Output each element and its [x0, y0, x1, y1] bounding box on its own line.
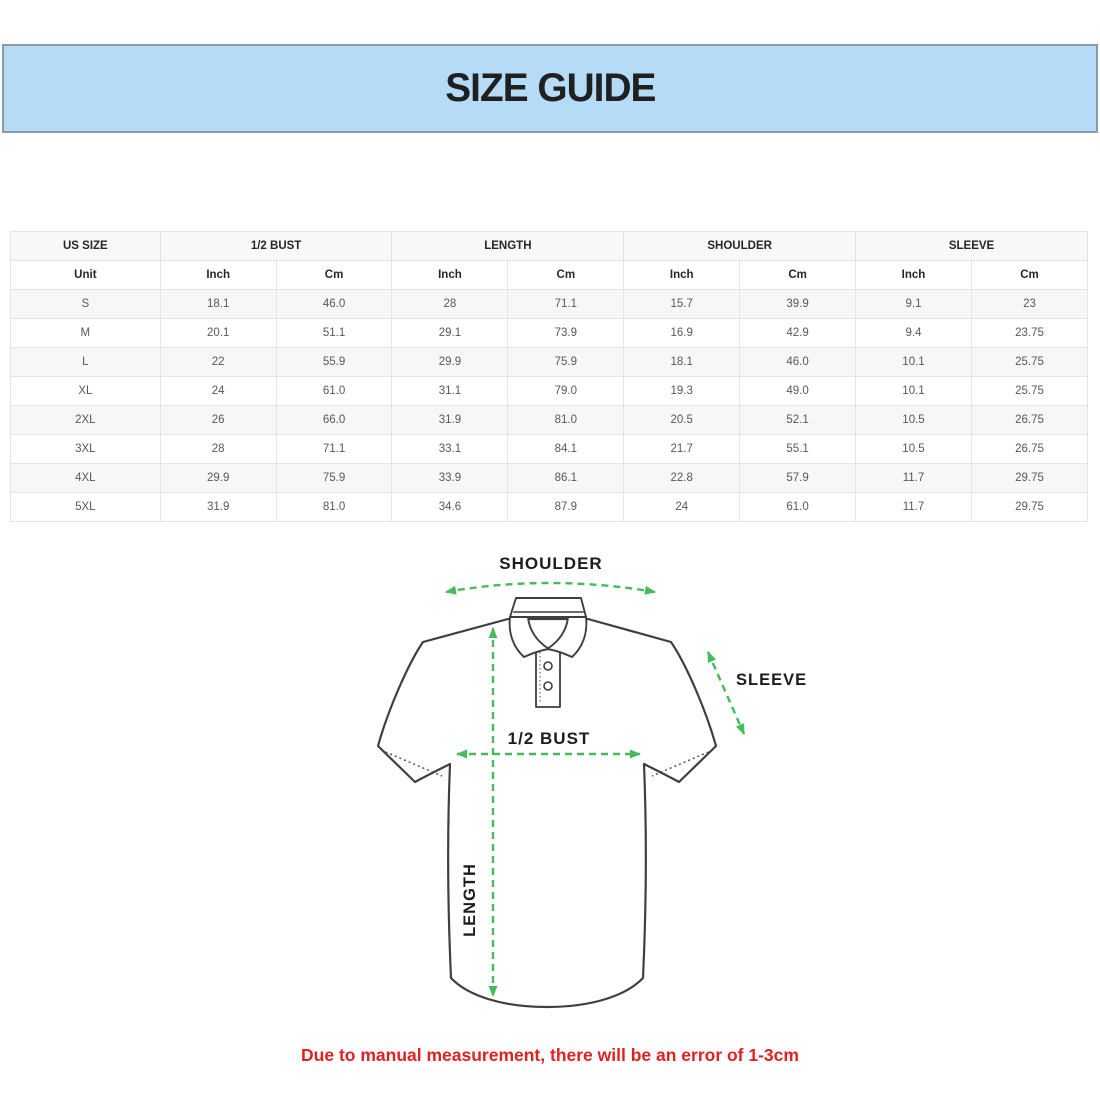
size-guide-banner [2, 44, 1098, 133]
measurement-value: 11.7 [856, 493, 972, 522]
page-title: SIZE GUIDE [444, 66, 656, 110]
measurement-value: 81.0 [508, 406, 624, 435]
measurement-value: 18.1 [624, 348, 740, 377]
measurement-value: 29.75 [971, 464, 1087, 493]
measurement-value: 24 [160, 377, 276, 406]
bust-label: 1/2 BUST [507, 729, 591, 748]
measurement-value: 81.0 [276, 493, 392, 522]
measurement-value: 26 [160, 406, 276, 435]
measurement-value: 71.1 [508, 290, 624, 319]
unit-cm-2: Cm [276, 261, 392, 290]
size-row-s [11, 290, 1088, 319]
shirt-measurement-diagram [368, 548, 823, 1023]
measurement-value: 33.1 [392, 435, 508, 464]
measurement-value: 22.8 [624, 464, 740, 493]
measurement-value: 75.9 [276, 464, 392, 493]
measurement-value: 16.9 [624, 319, 740, 348]
measurement-value: 28 [160, 435, 276, 464]
measurement-value: 29.9 [160, 464, 276, 493]
measurement-value: 52.1 [740, 406, 856, 435]
measurement-value: 10.5 [856, 406, 972, 435]
measurement-value: 26.75 [971, 406, 1087, 435]
measurement-value: 61.0 [276, 377, 392, 406]
size-label: 5XL [11, 493, 161, 522]
measurement-value: 31.9 [392, 406, 508, 435]
sleeve-arrow [708, 652, 744, 734]
size-row-l [11, 348, 1088, 377]
measurement-value: 10.1 [856, 377, 972, 406]
measurement-value: 55.1 [740, 435, 856, 464]
measurement-value: 25.75 [971, 348, 1087, 377]
col-group-1-2-bust: 1/2 BUST [160, 232, 392, 261]
measurement-value: 55.9 [276, 348, 392, 377]
measurement-value: 24 [624, 493, 740, 522]
col-group-length: LENGTH [392, 232, 624, 261]
shoulder-arrow [446, 583, 655, 592]
measurement-value: 79.0 [508, 377, 624, 406]
measurement-value: 20.5 [624, 406, 740, 435]
unit-cm-8: Cm [971, 261, 1087, 290]
size-label: M [11, 319, 161, 348]
measurement-value: 51.1 [276, 319, 392, 348]
size-label: 2XL [11, 406, 161, 435]
size-label: L [11, 348, 161, 377]
measurement-disclaimer: Due to manual measurement, there will be an error of 1-3cm [301, 1045, 799, 1065]
table-body [11, 290, 1088, 522]
measurement-value: 86.1 [508, 464, 624, 493]
measurement-value: 29.1 [392, 319, 508, 348]
measurement-value: 39.9 [740, 290, 856, 319]
measurement-value: 84.1 [508, 435, 624, 464]
size-chart-table [10, 231, 1088, 522]
placket [536, 649, 560, 707]
size-row-3xl [11, 435, 1088, 464]
polo-shirt-drawing [378, 598, 716, 1007]
unit-inch-5: Inch [624, 261, 740, 290]
unit-inch-1: Inch [160, 261, 276, 290]
measurement-value: 29.9 [392, 348, 508, 377]
measurement-value: 11.7 [856, 464, 972, 493]
size-row-2xl [11, 406, 1088, 435]
size-label: S [11, 290, 161, 319]
measurement-value: 75.9 [508, 348, 624, 377]
collar-band [510, 598, 586, 617]
unit-cm-6: Cm [740, 261, 856, 290]
unit-inch-3: Inch [392, 261, 508, 290]
measurement-value: 21.7 [624, 435, 740, 464]
measurement-value: 22 [160, 348, 276, 377]
size-row-m [11, 319, 1088, 348]
size-row-4xl [11, 464, 1088, 493]
unit-inch-7: Inch [856, 261, 972, 290]
size-label: 3XL [11, 435, 161, 464]
measurement-value: 19.3 [624, 377, 740, 406]
col-group-shoulder: SHOULDER [624, 232, 856, 261]
table-unit-header-row [11, 261, 1088, 290]
measurement-value: 10.1 [856, 348, 972, 377]
measurement-value: 57.9 [740, 464, 856, 493]
sleeve-label: SLEEVE [736, 671, 808, 689]
measurement-value: 15.7 [624, 290, 740, 319]
measurement-value: 87.9 [508, 493, 624, 522]
measurement-value: 71.1 [276, 435, 392, 464]
measurement-value: 49.0 [740, 377, 856, 406]
measurement-value: 29.75 [971, 493, 1087, 522]
col-group-sleeve: SLEEVE [856, 232, 1088, 261]
unit-cm-4: Cm [508, 261, 624, 290]
shoulder-label: SHOULDER [499, 554, 603, 573]
measurement-value: 10.5 [856, 435, 972, 464]
size-label: 4XL [11, 464, 161, 493]
measurement-value: 26.75 [971, 435, 1087, 464]
measurement-value: 23.75 [971, 319, 1087, 348]
measurement-value: 18.1 [160, 290, 276, 319]
measurement-value: 9.4 [856, 319, 972, 348]
measurement-value: 20.1 [160, 319, 276, 348]
measurement-value: 73.9 [508, 319, 624, 348]
unit-header: Unit [11, 261, 161, 290]
col-group-us-size: US SIZE [11, 232, 161, 261]
measurement-value: 46.0 [276, 290, 392, 319]
measurement-value: 25.75 [971, 377, 1087, 406]
measurement-value: 9.1 [856, 290, 972, 319]
measurement-value: 23 [971, 290, 1087, 319]
measurement-value: 31.1 [392, 377, 508, 406]
measurement-value: 66.0 [276, 406, 392, 435]
measurement-value: 31.9 [160, 493, 276, 522]
size-row-5xl [11, 493, 1088, 522]
size-label: XL [11, 377, 161, 406]
length-label: LENGTH [461, 863, 479, 937]
measurement-value: 28 [392, 290, 508, 319]
table-group-header-row [11, 232, 1088, 261]
measurement-value: 34.6 [392, 493, 508, 522]
measurement-value: 61.0 [740, 493, 856, 522]
size-row-xl [11, 377, 1088, 406]
measurement-value: 42.9 [740, 319, 856, 348]
measurement-value: 33.9 [392, 464, 508, 493]
measurement-value: 46.0 [740, 348, 856, 377]
